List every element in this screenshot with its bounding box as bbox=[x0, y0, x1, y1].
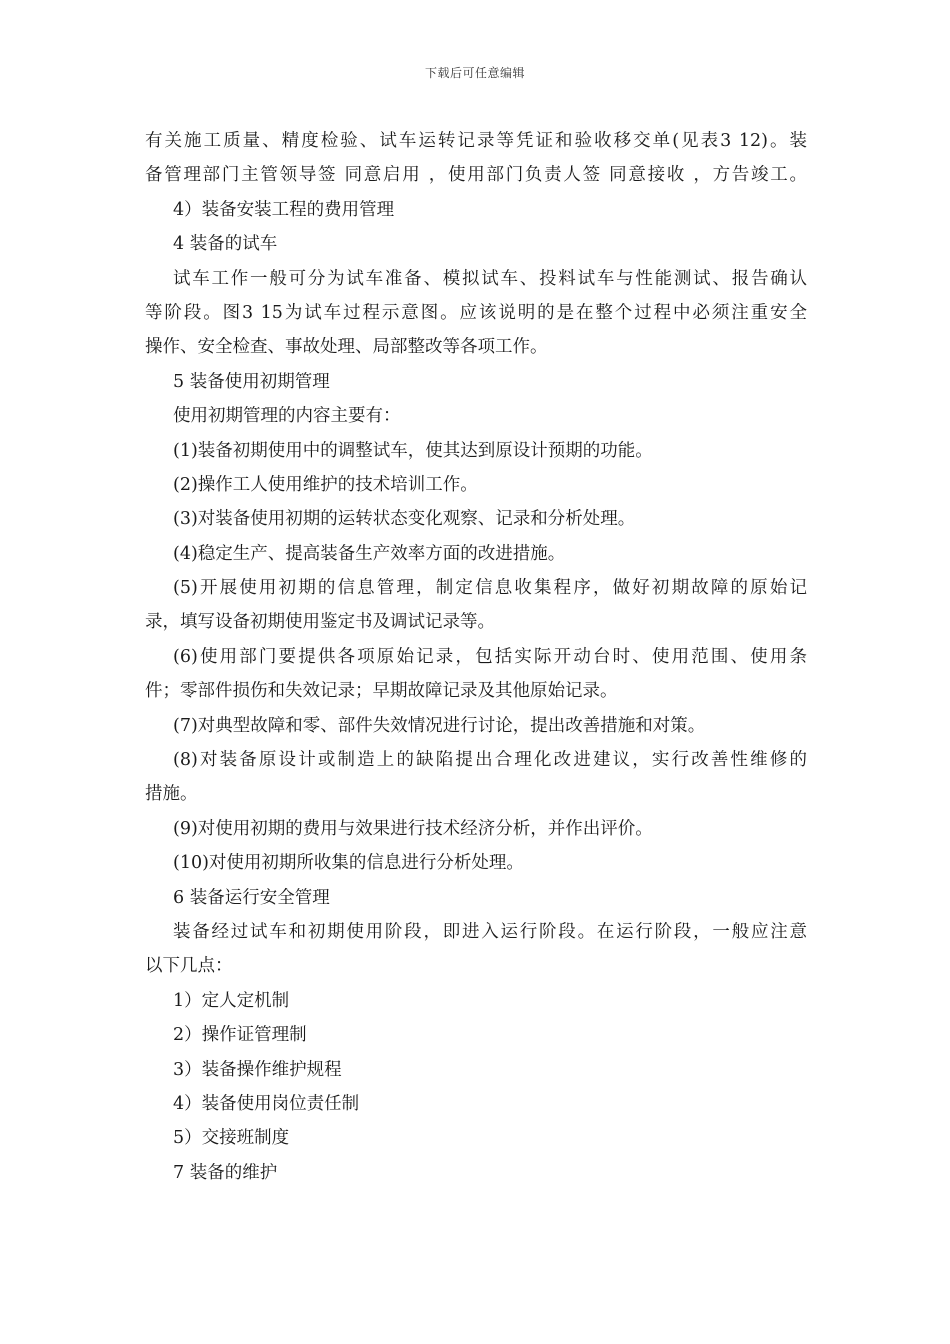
text-line: 等阶段。图3 15为试车过程示意图。应该说明的是在整个过程中必须注重安全 bbox=[145, 302, 807, 323]
text-line: (7)对典型故障和零、部件失效情况进行讨论，提出改善措施和对策。 bbox=[173, 715, 706, 736]
text-line: 使用初期管理的内容主要有： bbox=[173, 406, 401, 427]
text-line: 以下几点： bbox=[145, 956, 233, 977]
text-line: 6 装备运行安全管理 bbox=[173, 887, 330, 908]
text-line: 5）交接班制度 bbox=[173, 1128, 290, 1149]
text-line: 操作、安全检查、事故处理、局部整改等各项工作。 bbox=[145, 337, 548, 358]
text-line: 备管理部门主管领导签 同意启用 ，使用部门负责人签 同意接收 ，方告竣工。 bbox=[145, 165, 807, 186]
text-line: (1)装备初期使用中的调整试车，使其达到原设计预期的功能。 bbox=[173, 440, 653, 461]
text-line: (4)稳定生产、提高装备生产效率方面的改进措施。 bbox=[173, 543, 566, 564]
text-line: 有关施工质量、精度检验、试车运转记录等凭证和验收移交单(见表3 12)。装 bbox=[145, 131, 807, 151]
text-line: (6)使用部门要提供各项原始记录，包括实际开动台时、使用范围、使用条 bbox=[173, 646, 807, 667]
text-line: 1）定人定机制 bbox=[173, 990, 290, 1011]
text-line: 2）操作证管理制 bbox=[173, 1025, 307, 1046]
text-line: 4）装备使用岗位责任制 bbox=[173, 1093, 360, 1114]
text-line: (9)对使用初期的费用与效果进行技术经济分析，并作出评价。 bbox=[173, 818, 653, 839]
text-line: 件；零部件损伤和失效记录；早期故障记录及其他原始记录。 bbox=[145, 681, 618, 702]
text-line: 装备经过试车和初期使用阶段，即进入运行阶段。在运行阶段，一般应注意 bbox=[173, 921, 807, 942]
document-body bbox=[145, 124, 807, 1190]
text-line: 4）装备安装工程的费用管理 bbox=[173, 199, 395, 220]
text-line: 录，填写设备初期使用鉴定书及调试记录等。 bbox=[145, 612, 495, 633]
text-line: 5 装备使用初期管理 bbox=[173, 371, 330, 392]
text-line: (10)对使用初期所收集的信息进行分析处理。 bbox=[173, 853, 524, 874]
text-line: (2)操作工人使用维护的技术培训工作。 bbox=[173, 474, 478, 495]
text-line: 4 装备的试车 bbox=[173, 234, 278, 255]
text-line: 3）装备操作维护规程 bbox=[173, 1059, 342, 1080]
text-line: 措施。 bbox=[145, 784, 198, 805]
text-line: (8)对装备原设计或制造上的缺陷提出合理化改进建议，实行改善性维修的 bbox=[173, 750, 807, 771]
text-line: (3)对装备使用初期的运转状态变化观察、记录和分析处理。 bbox=[173, 509, 636, 530]
text-line: 7 装备的维护 bbox=[173, 1162, 278, 1183]
text-line: (5)开展使用初期的信息管理，制定信息收集程序，做好初期故障的原始记 bbox=[173, 578, 807, 599]
text-line: 试车工作一般可分为试车准备、模拟试车、投料试车与性能测试、报告确认 bbox=[173, 268, 807, 289]
page-header: 下载后可任意编辑 bbox=[424, 66, 525, 80]
